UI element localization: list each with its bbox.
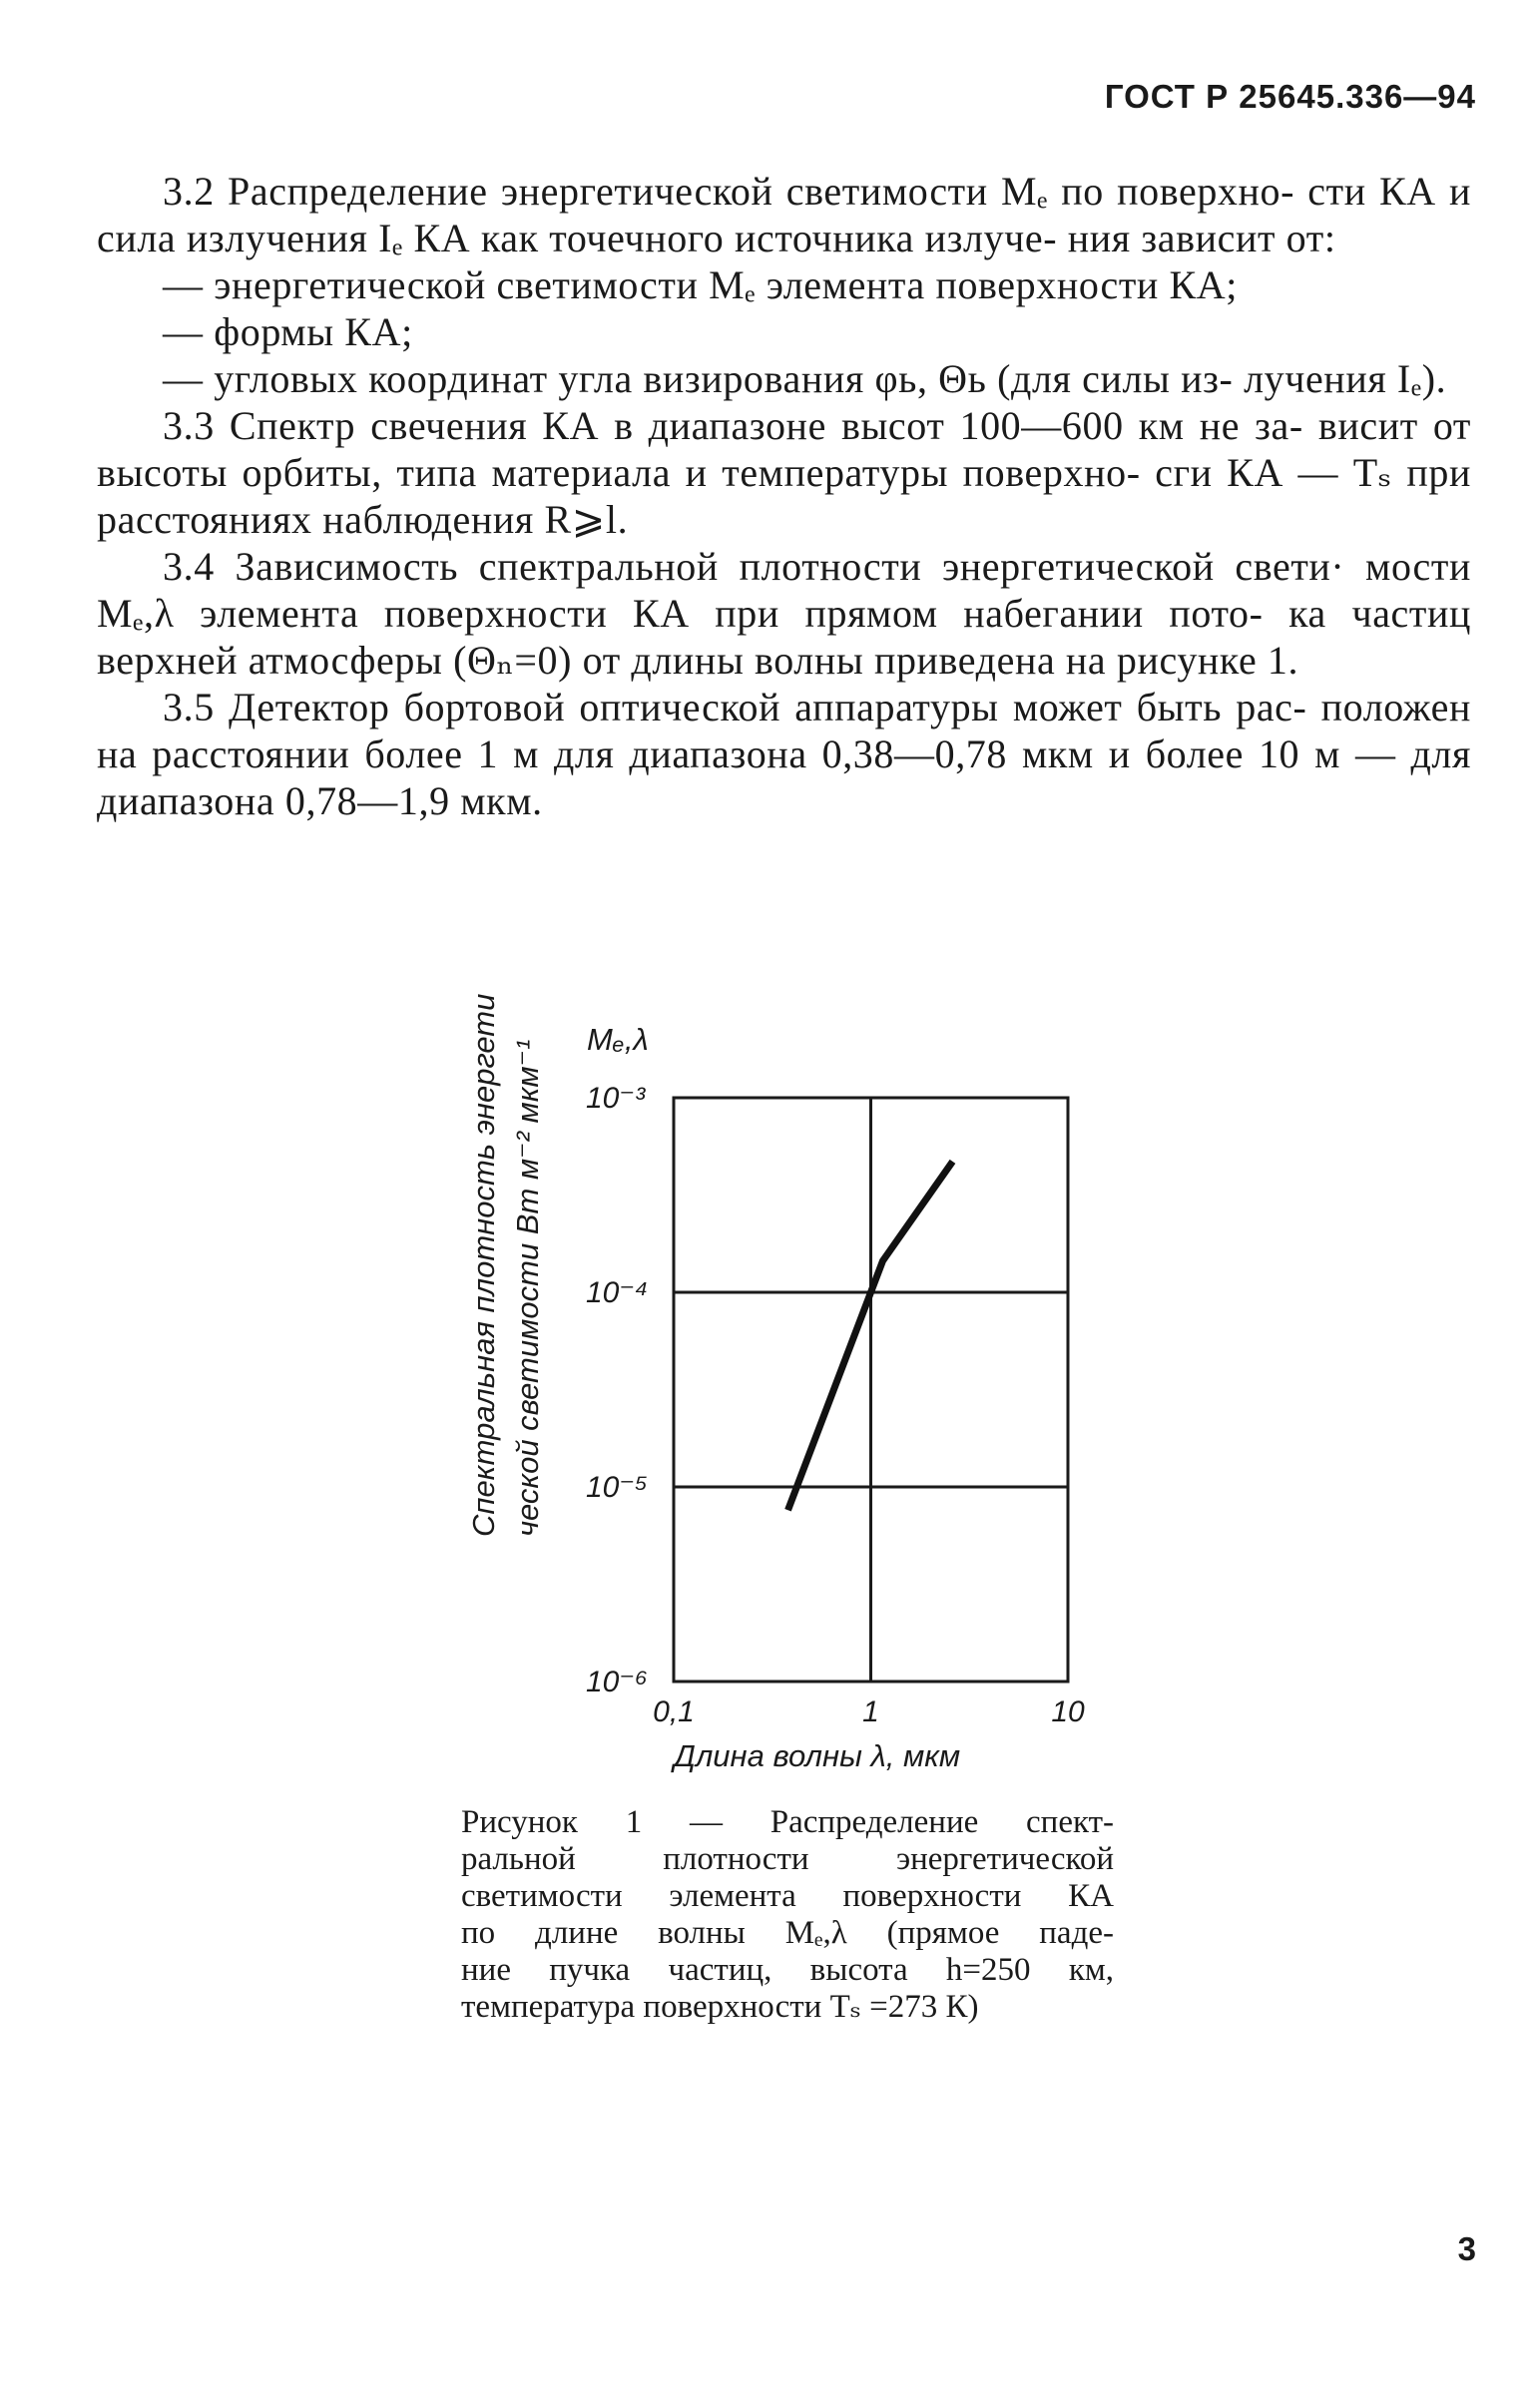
- text-line: на рисунке 1.: [1065, 638, 1299, 683]
- text-line: ния зависит от:: [1067, 216, 1336, 260]
- y-axis-title-line-1: Спектральная плотность энергети: [466, 993, 501, 1537]
- text-line: 3.5 Детектор бортовой оптической аппаратуры может быть рас-: [163, 685, 1307, 729]
- text-line: 3.4 Зависимость спектральной плотности энергетической свети·: [163, 544, 1345, 589]
- caption-line: температура поверхности Tₛ =273 К): [461, 1989, 979, 2025]
- text-line: мости Mₑ,λ элемента поверхности КА при прямом набегании пото-: [97, 544, 1471, 636]
- text-line: сги КА — Tₛ при расстояниях наблюдения R⩾l.: [97, 450, 1472, 542]
- caption-line: ние пучка частиц, высота h=250 км,: [461, 1952, 1114, 1988]
- text-line: и более 10 м — для диапазона 0,78—1,9 мкм.: [97, 731, 1471, 823]
- spectral-density-chart: [429, 993, 1128, 1796]
- paragraph-3-5: [97, 684, 1471, 824]
- text-line: ка частиц верхней атмосферы (Θₙ=0) от длины волны приведена: [97, 591, 1471, 683]
- list-item-angles: [97, 355, 1471, 402]
- text-line: сти КА и сила излучения Iₑ КА как точечного источника излуче-: [97, 169, 1471, 260]
- paragraph-3-3: [97, 402, 1471, 543]
- list-item-shape: [97, 308, 1471, 355]
- text-line: лучения Iₑ).: [1244, 356, 1447, 401]
- chart-symbol-label: Mₑ,λ: [587, 1022, 649, 1057]
- caption-line: ральной плотности энергетической: [461, 1841, 1114, 1877]
- y-tick-label: 10⁻³: [586, 1082, 646, 1115]
- page-number: 3: [1457, 2230, 1476, 2267]
- paragraph-3-4: [97, 543, 1471, 684]
- figure-caption: [461, 1804, 1114, 2026]
- y-tick-label: 10⁻⁵: [586, 1471, 648, 1504]
- y-axis-title-line-2: ческой светимости Вт м⁻² мкм⁻¹: [510, 1039, 545, 1537]
- list-item-luminosity: [97, 261, 1471, 308]
- chart-grid: [674, 1098, 1068, 1682]
- text-line: — формы КА;: [163, 309, 413, 354]
- figure-1: [429, 993, 1128, 1796]
- y-tick-label: 10⁻⁴: [586, 1276, 649, 1309]
- y-tick-labels: [586, 1082, 648, 1698]
- text-line: положен на расстоянии более 1 м для диапазона 0,38—0,78 мкм: [97, 685, 1471, 776]
- paragraph-3-2: [97, 168, 1471, 261]
- body-text: [97, 168, 1471, 824]
- text-line: висит от высоты орбиты, типа материала и температуры поверхно-: [97, 403, 1471, 495]
- y-axis-title: [466, 994, 545, 1537]
- text-line: 3.3 Спектр свечения КА в диапазоне высот 100—600 км не за-: [163, 403, 1303, 448]
- x-tick-label: 10: [1051, 1695, 1085, 1728]
- caption-line: по длине волны Mₑ,λ (прямое паде-: [461, 1915, 1114, 1951]
- text-line: — энергетической светимости Mₑ элемента поверхности КА;: [163, 262, 1238, 307]
- y-tick-label: 10⁻⁶: [586, 1666, 648, 1698]
- text-line: — угловых координат угла визирования φь, Θь (для силы из-: [163, 356, 1234, 401]
- x-tick-label: 1: [862, 1695, 879, 1728]
- x-axis-title: Длина волны λ, мкм: [674, 1738, 961, 1773]
- document-header: ГОСТ Р 25645.336—94: [1104, 78, 1476, 115]
- text-line: 3.2 Распределение энергетической светимости Mₑ по поверхно-: [163, 169, 1295, 214]
- x-tick-labels: [653, 1695, 1085, 1728]
- caption-line: светимости элемента поверхности КА: [461, 1878, 1114, 1914]
- caption-line: Рисунок 1 — Распределение спект-: [461, 1804, 1114, 1840]
- x-tick-label: 0,1: [653, 1695, 695, 1728]
